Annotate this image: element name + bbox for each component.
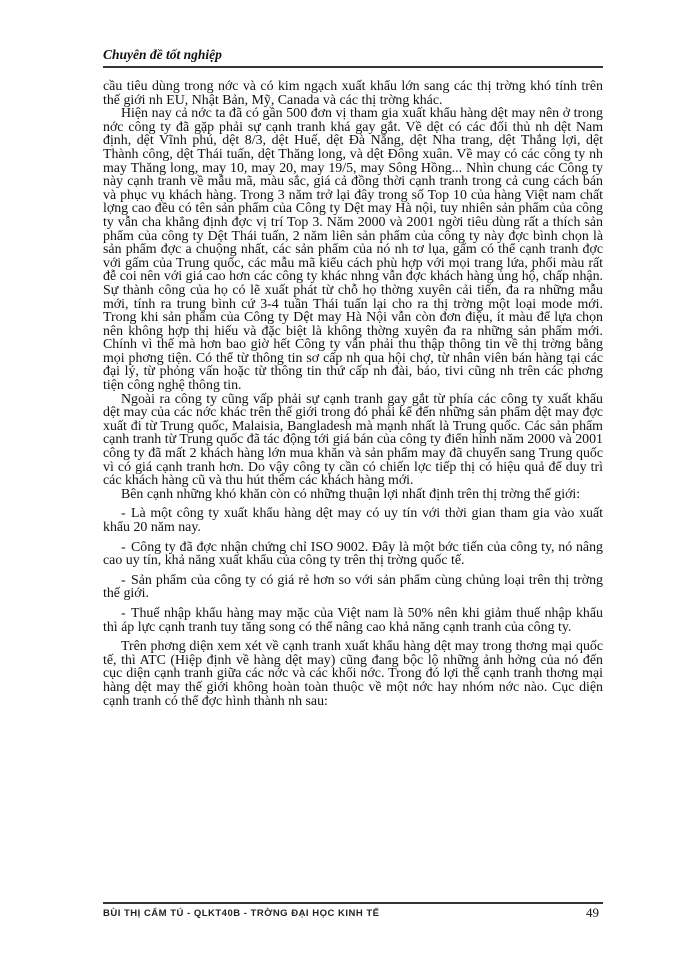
footer-text: BÙI THỊ CẨM TÚ - QLKT40B - TRỜNG ĐẠI HỌC KINH TẾ [103, 908, 380, 919]
bullet-text: Là một công ty xuất khẩu hàng dệt may có uy tín với thời gian tham gia vào xuất khẩu 20 năm nay. [103, 506, 603, 535]
paragraph-5: Trên phơng diện xem xét về cạnh tranh xuất khẩu hàng dệt may trong thơng mại quốc tế, thì ATC (Hiệp định về hàng dệt may) cũng đang bộc lộ những ảnh hởng của nó đến cục diện cạnh tranh giữa các nớc và các khối nớc. Trong đó lợi thế cạnh tranh thơng mại hàng dệt may thế giới không hoàn toàn thuộc về một nớc hay nhóm nớc nào. Cục diện cạnh tranh có thể đợc hình thành nh sau: [103, 639, 603, 709]
bullet-mark: - [121, 539, 126, 555]
paragraph-3: Ngoài ra công ty cũng vấp phải sự cạnh tranh gay gắt từ phía các công ty xuất khẩu dệt may của các nớc khác trên thế giới trong đó phải kể đến những sản phẩm dệt may đợc xuất đi từ Trung quốc, Malaisia, Bangladesh mà mạnh nhất là Trung quốc. Các sản phẩm cạnh tranh từ Trung quốc đã tác động tới giá bán của công ty điển hình năm 2000 và 2001 công ty đã mất 2 khách hàng lớn mua khăn và sản phẩm may đã chuyển sang Trung quốc vì có giá cạnh tranh hơn. Do vậy công ty cần có chiến lợc tiếp thị có hiệu quả để duy trì các khách hàng cũ và thu hút thêm các khách hàng mới. [103, 391, 603, 489]
page-number: 49 [586, 905, 599, 920]
footer-divider [103, 902, 603, 904]
bullet-text: Sản phẩm của công ty có giá rẻ hơn so với sản phẩm cùng chủng loại trên thị trờng thế giới. [103, 572, 603, 602]
bullet-item-1 [103, 507, 603, 534]
bullet-item-2 [103, 541, 603, 568]
bullet-text: Công ty đã đợc nhận chứng chỉ ISO 9002. Đây là một bớc tiến của công ty, nó nâng cao uy tín, khả năng xuất khẩu của công ty trên thị trờng quốc tế. [103, 539, 603, 569]
bullet-mark: - [121, 572, 126, 588]
bullet-mark: - [121, 605, 126, 621]
bullet-mark: - [121, 506, 126, 522]
paragraph-2: Hiện nay cả nớc ta đã có gần 500 đơn vị tham gia xuất khẩu hàng dệt may nên ở trong nớc công ty đã gặp phải sự cạnh tranh khá gay gắt. Về dệt có các đối thủ nh dệt Nam định, dệt Vĩnh phú, dệt 8/3, dệt Huế, dệt Đà Nẵng, dệt Nha trang, dệt Thắng lợi, dệt Thành công, dệt Thái tuấn, dệt Thăng long, và dệt Đông xuân. Về may có các công ty nh may Thăng long, may 10, may 20, may 19/5, may Sông Hồng... Nhìn chung các Công ty này cạnh tranh về mẫu mã, màu sắc, giá cả đồng thời cạnh tranh trong cả cung cách bán và phục vụ khách hàng. Trong 3 năm trở lại đây trong số Top 10 của hàng Việt nam chất lợng cao đều có tên sản phẩm của Công ty Dệt may Hà nội, tuy nhiên sản phẩm của công ty vẫn cha khẳng định đợc vị trí Top 3. Năm 2000 và 2001 ngời tiêu dùng rất a thích sản phẩm của công ty Dệt Thái tuấn, 2 năm liên sản phẩm của công ty này đợc bình chọn là sản phẩm đợc a chuộng nhất, các sản phẩm của nó nh tơ lụa, gấm có thể cạnh tranh đợc với gấm của Trung quốc, các mẫu mã kiểu cách phù hợp với mọi trang lứa, phối màu rất đễ coi nên với giá cao hơn các công ty khác nhng vẫn đợc khách hàng ủng hộ, chấp nhận. Sự thành công của họ có lẽ xuất phát từ chỗ họ thờng xuyên cải tiến, đa ra những mẫu mới, tính ra trung bình cứ 3-4 tuần Thái tuấn lại cho ra thị trờng một loại mode mới. Trong khi sản phẩm của Công ty Dệt may Hà Nội vẫn còn đơn điệu, ít màu để lựa chọn nên không hợp thị hiếu và đặc biệt là không thờng xuyên đa ra những sản phẩm mới. Chính vì thế mà hơn bao giờ hết Công ty vẫn phải thu thập thông tin về thị trờng bằng mọi phơng tiện. Có thể từ thông tin sơ cấp nh qua hội chợ, từ nhân viên bán hàng tại các đại lý, từ phỏng vấn hoặc từ thông tin thứ cấp nh đài, báo, tivi cũng nh trên các phơng tiện công nghệ thông tin. [103, 106, 603, 394]
paragraph-1: cầu tiêu dùng trong nớc và có kim ngạch xuất khẩu lớn sang các thị trờng khó tính trên thế giới nh EU, Nhật Bản, Mỹ, Canada và các thị trờng khác. [103, 79, 603, 108]
paragraph-4: Bên cạnh những khó khăn còn có những thuận lợi nhất định trên thị trờng thế giới: [121, 486, 581, 502]
bullet-item-3 [103, 574, 603, 601]
document-body [103, 80, 603, 708]
page-header-title: Chuyên đề tốt nghiệp [103, 47, 222, 62]
bullet-text: Thuế nhập khẩu hàng may mặc của Việt nam là 50% nên khi giảm thuế nhập khẩu thì áp lực cạnh tranh tuy tăng song có thể nâng cao khả năng cạnh tranh của công ty. [103, 605, 603, 635]
bullet-item-4 [103, 607, 603, 634]
header-divider [103, 66, 603, 68]
